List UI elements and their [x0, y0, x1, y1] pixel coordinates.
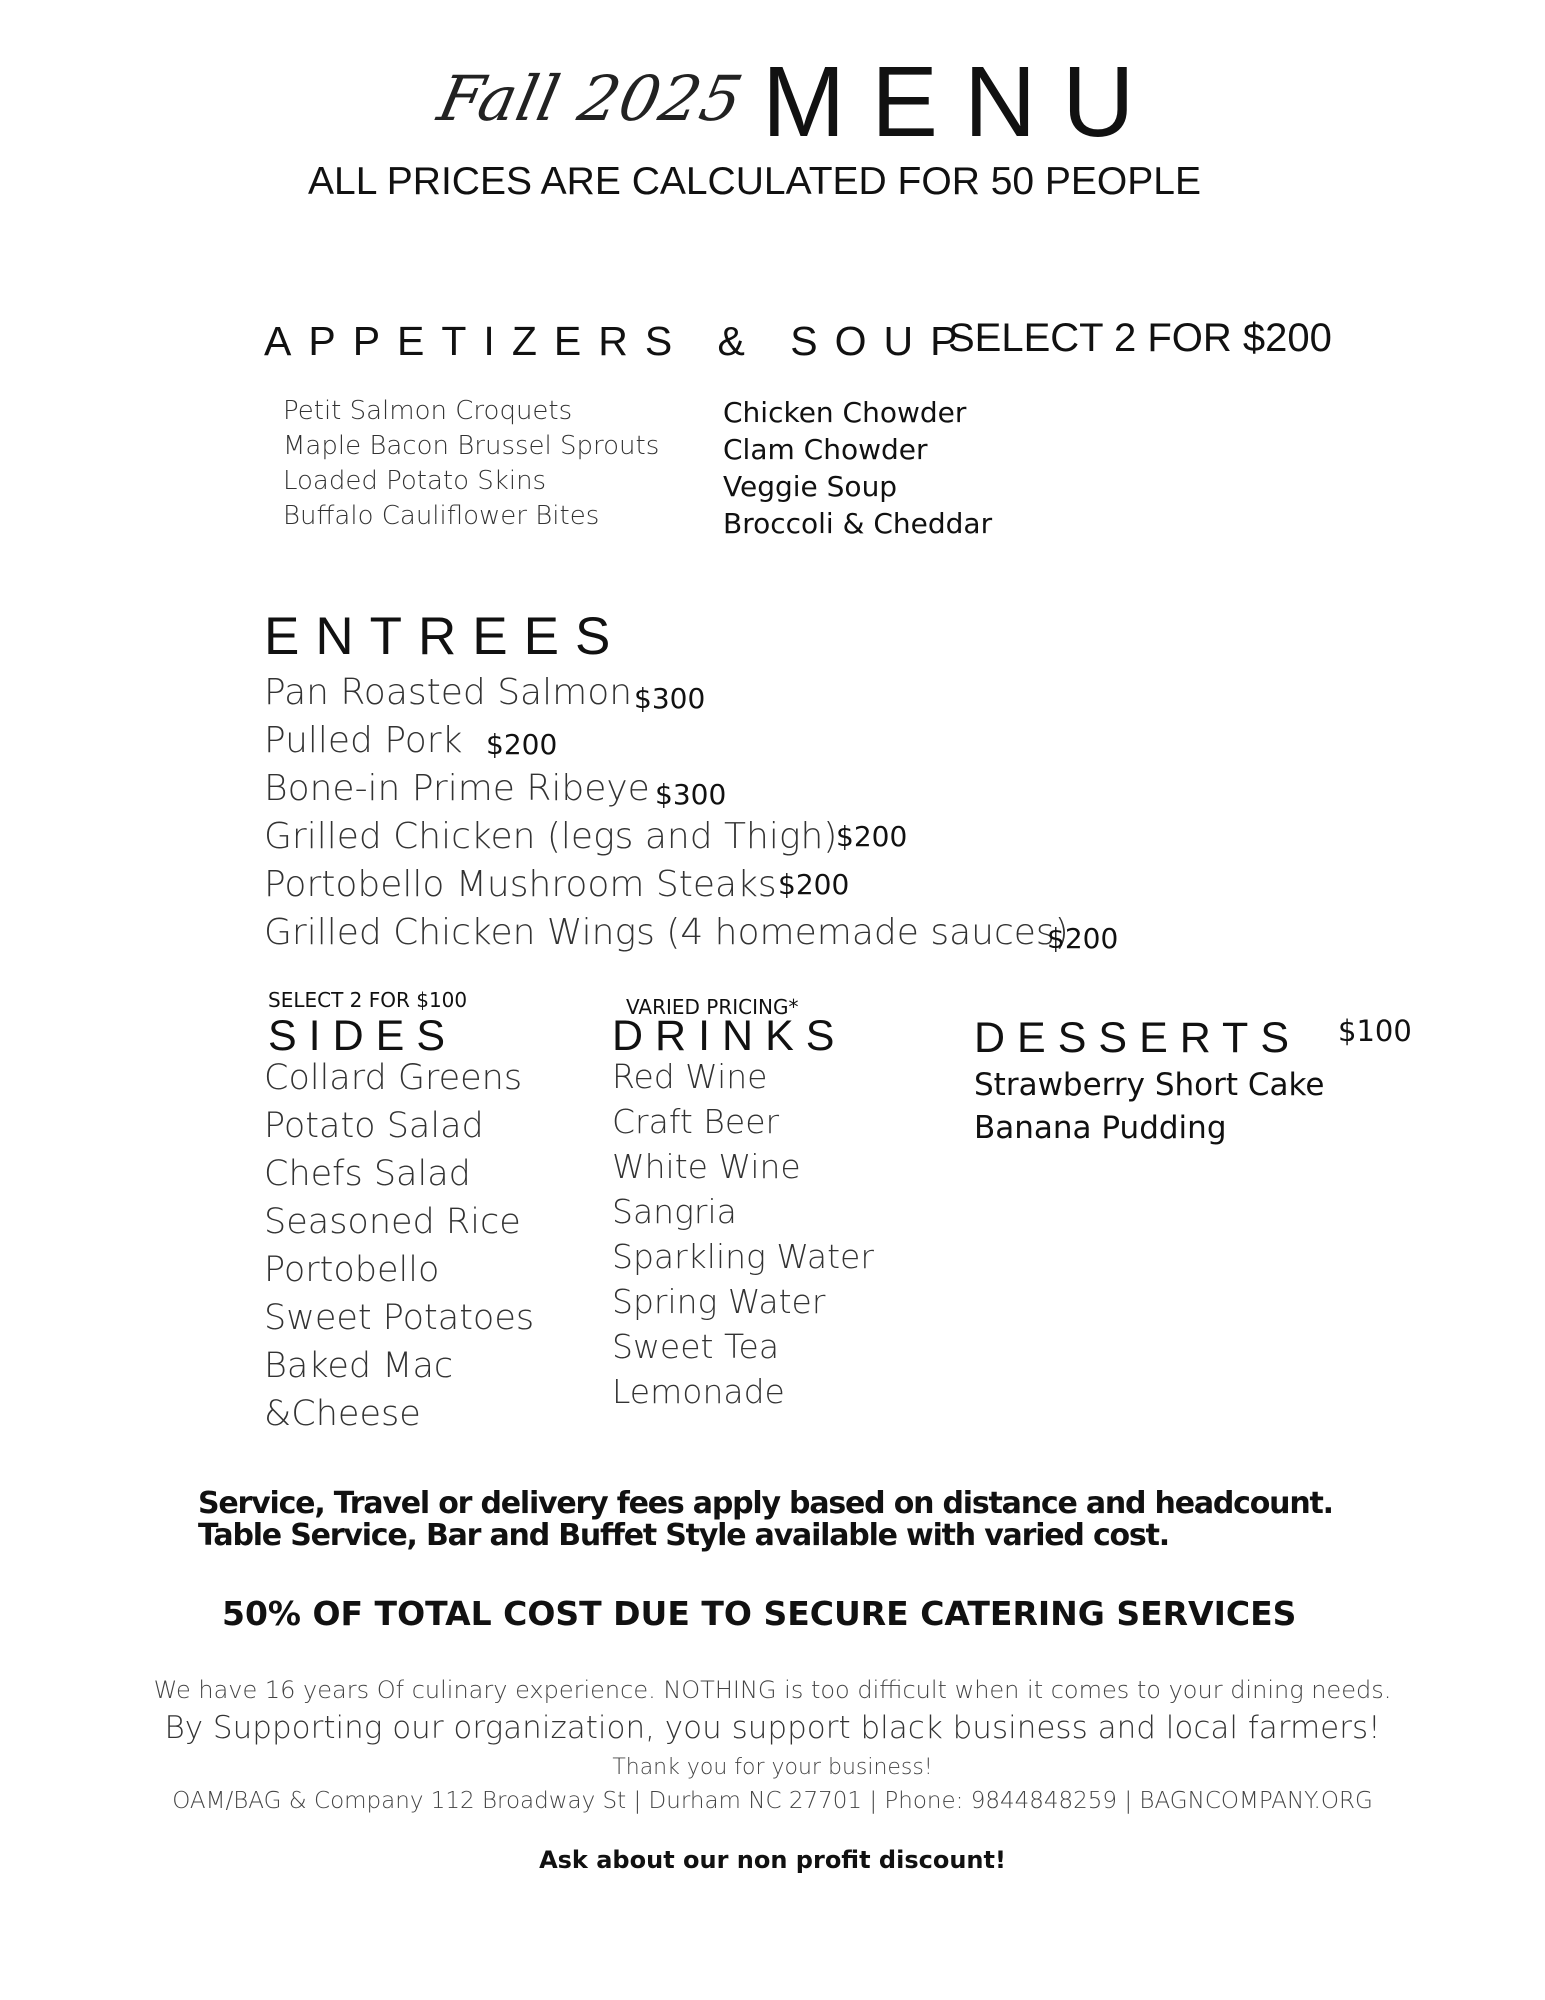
- appetizers-price-note: SELECT 2 FOR $200: [948, 316, 1332, 360]
- list-item: Petit Salmon Croquets: [283, 396, 573, 426]
- experience-statement: We have 16 years Of culinary experience. NOTHING is too difficult when it comes to your dining needs.: [153, 1676, 1392, 1704]
- sides-list: [264, 1054, 534, 1438]
- contact-info: OAM/BAG & Company 112 Broadway St | Durham NC 27701 | Phone: 9844848259 | BAGNCOMPANY.ORG: [172, 1788, 1373, 1814]
- desserts-list: [974, 1064, 1324, 1150]
- sides-heading: SIDES: [268, 1012, 458, 1060]
- entree-name: Bone-in Prime Ribeye: [264, 768, 650, 809]
- appetizers-heading: APPETIZERS & SOUP: [264, 318, 975, 364]
- menu-title: MENU: [762, 46, 1161, 158]
- list-item: Portobello: [264, 1250, 440, 1290]
- list-item: Strawberry Short Cake: [974, 1067, 1325, 1103]
- thank-you-note: Thank you for your business!: [612, 1755, 933, 1780]
- entree-price: $200: [1047, 922, 1119, 955]
- list-item: Chicken Chowder: [723, 396, 967, 429]
- appetizer-list: [283, 394, 659, 534]
- list-item: Lemonade: [612, 1372, 785, 1411]
- entree-name: Grilled Chicken Wings (4 homemade sauces): [264, 912, 1069, 953]
- list-item: Sweet Tea: [612, 1327, 780, 1366]
- drinks-heading: DRINKS: [612, 1012, 847, 1060]
- deposit-notice: 50% OF TOTAL COST DUE TO SECURE CATERING SERVICES: [222, 1594, 1297, 1633]
- list-item: Banana Pudding: [974, 1110, 1227, 1146]
- price-basis-subtitle: ALL PRICES ARE CALCULATED FOR 50 PEOPLE: [308, 160, 1201, 203]
- list-item: Craft Beer: [612, 1102, 780, 1141]
- desserts-heading: DESSERTS: [974, 1014, 1301, 1062]
- fees-line-2: Table Service, Bar and Buffet Style available with varied cost.: [198, 1518, 1169, 1553]
- script-title: Fall 2025: [432, 62, 750, 135]
- list-item: Loaded Potato Skins: [283, 466, 547, 496]
- entree-name: Pan Roasted Salmon: [264, 672, 633, 713]
- desserts-price: $100: [1338, 1014, 1412, 1048]
- list-item: Veggie Soup: [723, 470, 898, 503]
- list-item: Red Wine: [612, 1057, 768, 1096]
- list-item: Sparkling Water: [612, 1237, 874, 1276]
- list-item: Maple Bacon Brussel Sprouts: [283, 431, 660, 461]
- list-item: Baked Mac: [264, 1346, 454, 1386]
- list-item: Sweet Potatoes: [264, 1298, 535, 1338]
- fees-line-1: Service, Travel or delivery fees apply based on distance and headcount.: [198, 1486, 1333, 1521]
- sides-price-note: SELECT 2 FOR $100: [268, 988, 468, 1012]
- list-item: Buffalo Cauliflower Bites: [283, 501, 600, 531]
- nonprofit-discount-note: Ask about our non profit discount!: [539, 1846, 1006, 1874]
- support-statement: By Supporting our organization, you support black business and local farmers!: [164, 1710, 1381, 1746]
- entree-name: Pulled Pork: [264, 720, 463, 761]
- entree-price: $200: [836, 820, 908, 853]
- entree-price: $300: [634, 682, 706, 715]
- list-item: Clam Chowder: [723, 433, 928, 466]
- entree-price: $300: [655, 778, 727, 811]
- list-item: Potato Salad: [264, 1106, 484, 1146]
- entrees-heading: ENTREES: [264, 607, 627, 666]
- drinks-price-note: VARIED PRICING*: [626, 995, 799, 1019]
- list-item: &Cheese: [264, 1394, 421, 1434]
- list-item: Seasoned Rice: [264, 1202, 521, 1242]
- entree-name: Grilled Chicken (legs and Thigh): [264, 816, 838, 857]
- list-item: Sangria: [612, 1192, 737, 1231]
- list-item: Spring Water: [612, 1282, 826, 1321]
- drinks-list: [612, 1054, 874, 1414]
- entree-price: $200: [778, 868, 850, 901]
- entree-price: $200: [486, 728, 558, 761]
- soup-list: [723, 394, 992, 542]
- list-item: Collard Greens: [264, 1058, 523, 1098]
- entree-name: Portobello Mushroom Steaks: [264, 864, 777, 905]
- list-item: Chefs Salad: [264, 1154, 471, 1194]
- list-item: Broccoli & Cheddar: [723, 507, 993, 540]
- list-item: White Wine: [612, 1147, 801, 1186]
